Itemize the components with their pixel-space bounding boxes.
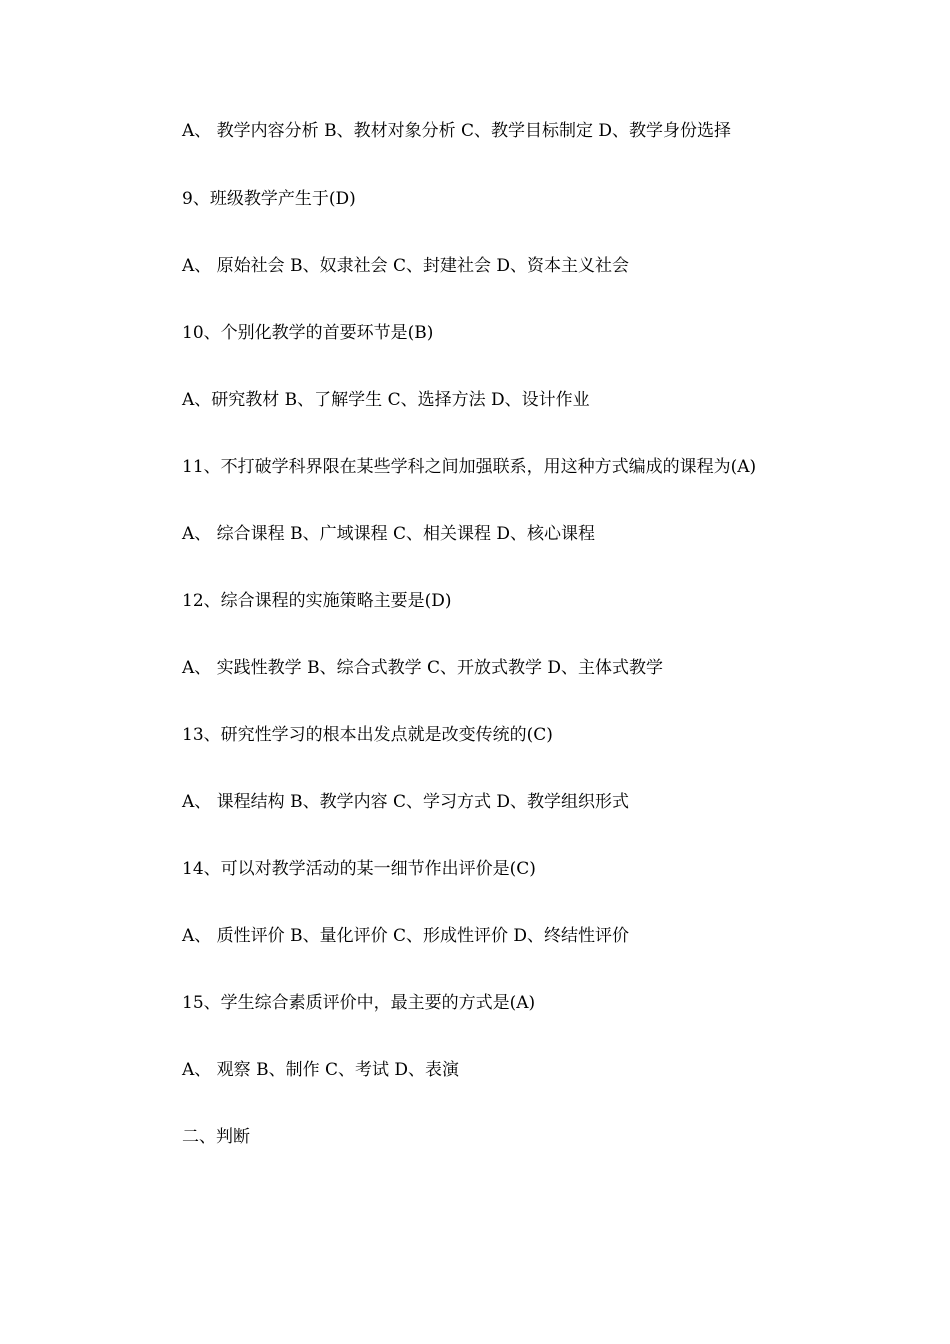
q14-options: A、 质性评价 B、量化评价 C、形成性评价 D、终结性评价: [182, 926, 630, 946]
q9-question: 9、班级教学产生于(D): [182, 189, 356, 209]
q12-question: 12、综合课程的实施策略主要是(D): [182, 591, 452, 611]
q13-options: A、 课程结构 B、教学内容 C、学习方式 D、教学组织形式: [182, 792, 630, 812]
q15-question: 15、学生综合素质评价中，最主要的方式是(A): [182, 993, 536, 1013]
q9-options: A、 原始社会 B、奴隶社会 C、封建社会 D、资本主义社会: [182, 256, 630, 276]
q14-question: 14、可以对教学活动的某一细节作出评价是(C): [182, 859, 536, 879]
q10-options: A、研究教材 B、了解学生 C、选择方法 D、设计作业: [182, 390, 590, 410]
q11-options: A、 综合课程 B、广域课程 C、相关课程 D、核心课程: [182, 524, 596, 544]
q11-question: 11、不打破学科界限在某些学科之间加强联系，用这种方式编成的课程为(A): [182, 457, 757, 477]
q13-question: 13、研究性学习的根本出发点就是改变传统的(C): [182, 725, 553, 745]
q10-question: 10、个别化教学的首要环节是(B): [182, 323, 434, 343]
section-heading-judgment: 二、判断: [182, 1127, 250, 1147]
q15-options: A、 观察 B、制作 C、考试 D、表演: [182, 1060, 460, 1080]
q12-options: A、 实践性教学 B、综合式教学 C、开放式教学 D、主体式教学: [182, 658, 664, 678]
q8-options: A、 教学内容分析 B、教材对象分析 C、教学目标制定 D、教学身份选择: [182, 121, 732, 141]
